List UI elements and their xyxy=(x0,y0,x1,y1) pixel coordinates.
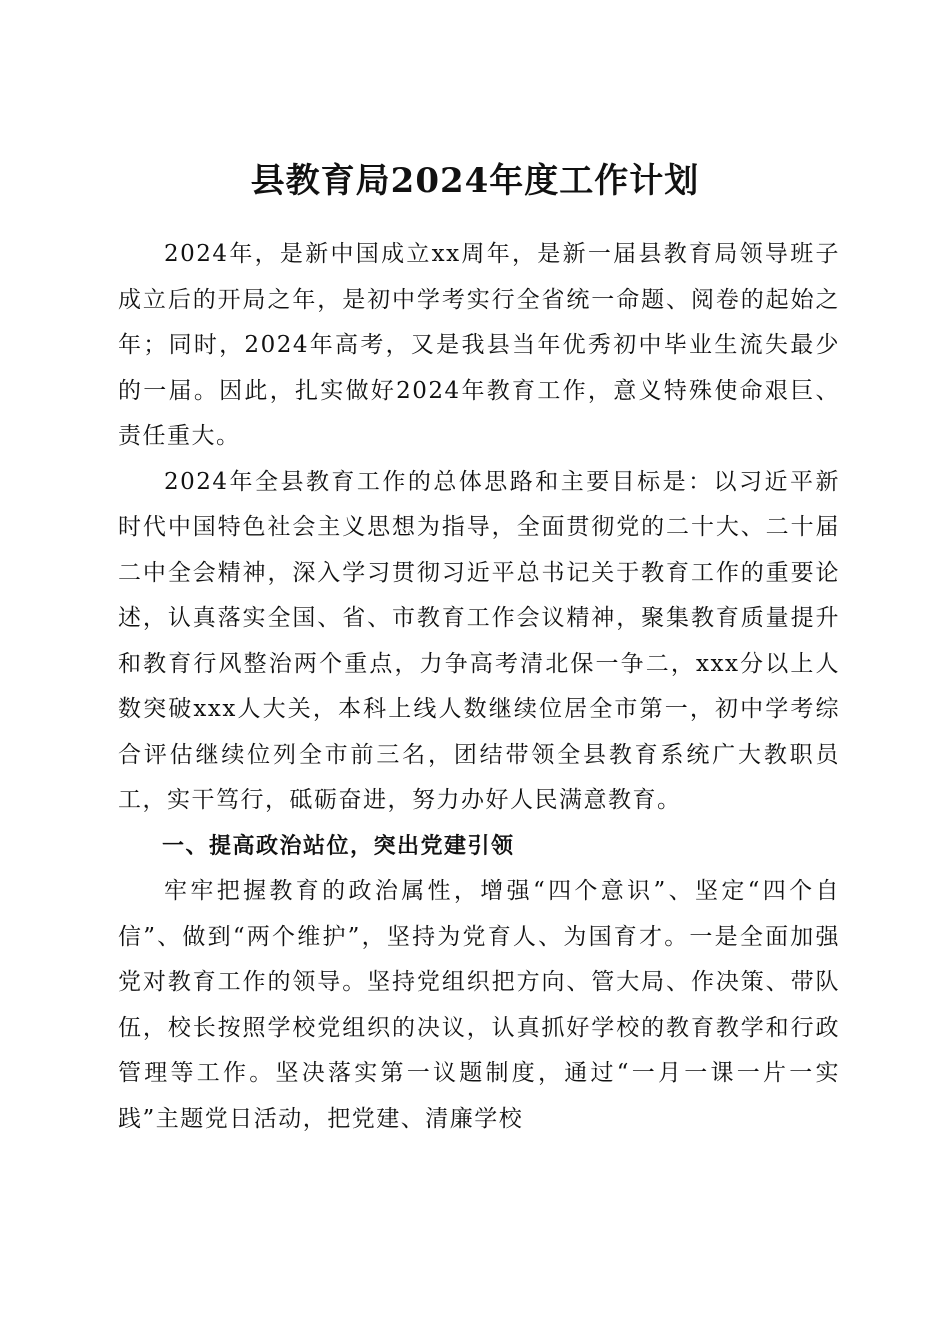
section-1-paragraph: 牢牢把握教育的政治属性，增强“四个意识”、坚定“四个自信”、做到“两个维护”，坚持为党育人、为国育才。一是全面加强党对教育工作的领导。坚持党组织把方向、管大局、作决策、带队伍，校长按照学校党组织的决议，认真抓好学校的教育教学和行政管理等工作。坚决落实第一议题制度，通过“一月一课一片一实践”主题党日活动，把党建、清廉学校 xyxy=(118,878,840,1132)
goals-paragraph: 2024年全县教育工作的总体思路和主要目标是：以习近平新时代中国特色社会主义思想为指导，全面贯彻党的二十大、二十届二中全会精神，深入学习贯彻习近平总书记关于教育工作的重要论述，认真落实全国、省、市教育工作会议精神，聚集教育质量提升和教育行风整治两个重点，力争高考清北保一争二，xxx分以上人数突破xxx人大关，本科上线人数继续位居全市第一，初中学考综合评估继续位列全市前三名，团结带领全县教育系统广大教职员工，实干笃行，砥砺奋进，努力办好人民满意教育。 xyxy=(118,468,840,813)
document-title: 县教育局2024年度工作计划 xyxy=(250,160,700,201)
section-heading-1: 一、提高政治站位，突出党建引领 xyxy=(162,833,515,859)
document-body xyxy=(118,232,840,1142)
intro-paragraph: 2024年，是新中国成立xx周年，是新一届县教育局领导班子成立后的开局之年，是初中学考实行全省统一命题、阅卷的起始之年；同时，2024年高考，又是我县当年优秀初中毕业生流失最少的一届。因此，扎实做好2024年教育工作，意义特殊使命艰巨、责任重大。 xyxy=(118,241,840,449)
